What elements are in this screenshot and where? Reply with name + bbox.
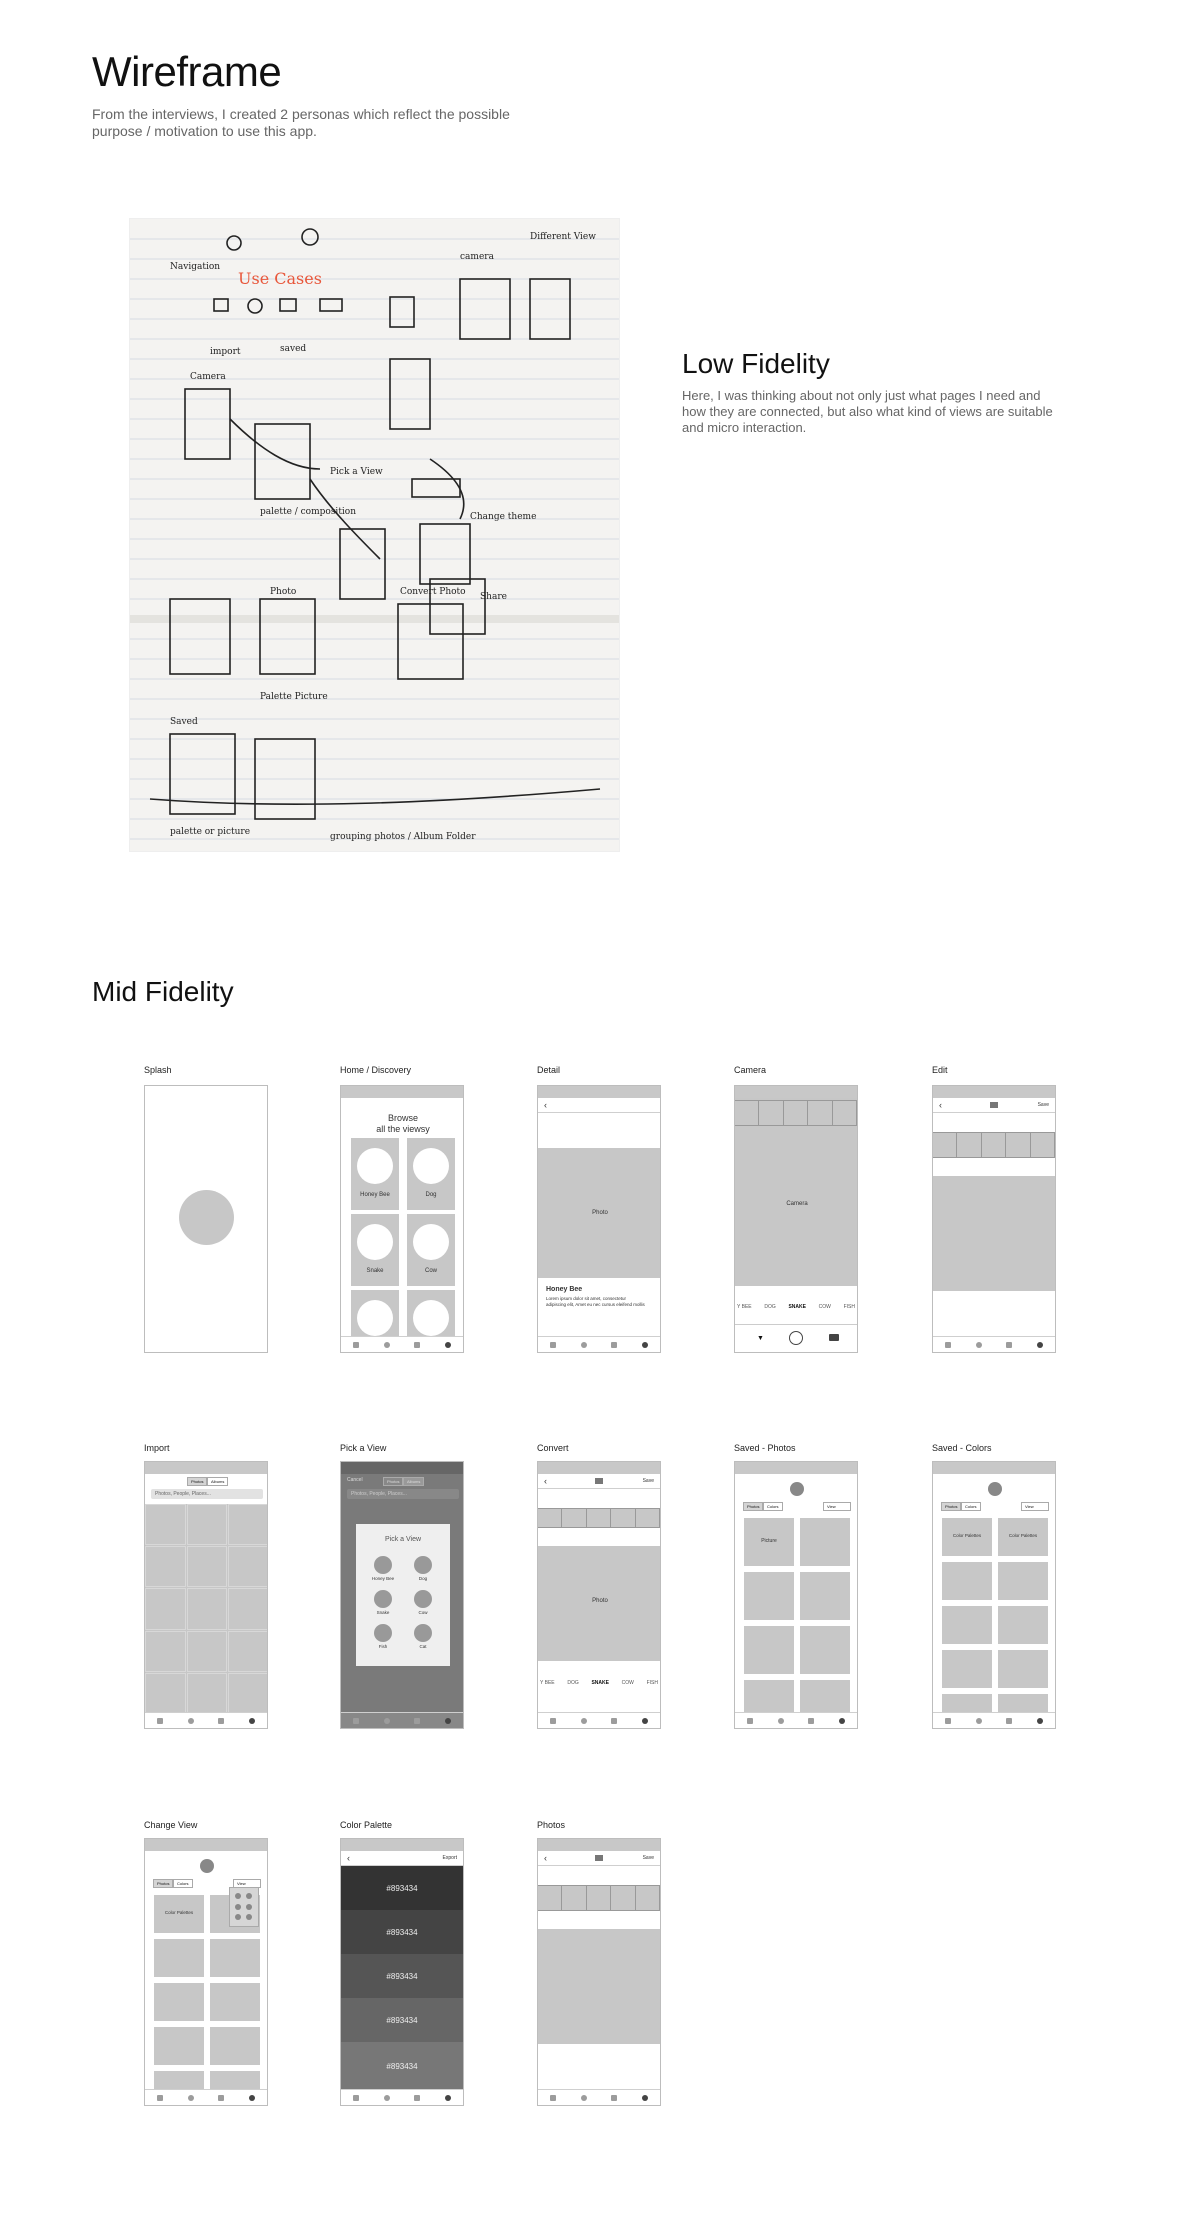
screen-pick-view: Cancel Photos Albums Photos, People, Places... Pick a View Honey Bee Dog Snake Cow Fish Cat — [340, 1461, 464, 1729]
convert-photo: Photo — [538, 1546, 661, 1661]
screen-color-palette — [340, 1838, 464, 2106]
swatch[interactable]: #893434 — [341, 1866, 463, 1910]
label-saved-photos: Saved - Photos — [734, 1443, 796, 1453]
swatch[interactable]: #893434 — [341, 2042, 463, 2091]
screen-splash — [144, 1085, 268, 1353]
svg-text:Photo: Photo — [270, 587, 297, 597]
avatar[interactable] — [790, 1482, 804, 1496]
label-edit: Edit — [932, 1065, 948, 1075]
save-button[interactable]: Save — [1037, 1102, 1049, 1108]
svg-text:Camera: Camera — [190, 372, 226, 382]
photos-canvas — [538, 1929, 661, 2044]
back-icon[interactable]: ‹ — [544, 1100, 547, 1110]
edit-filter-strip[interactable] — [933, 1132, 1055, 1158]
label-photos: Photos — [537, 1820, 566, 1830]
label-saved-colors: Saved - Colors — [932, 1443, 992, 1453]
detail-name: Honey Bee — [546, 1286, 583, 1293]
page-title: Wireframe — [92, 48, 282, 95]
view-dropdown[interactable]: View — [233, 1879, 261, 1888]
back-icon[interactable]: ‹ — [544, 1476, 547, 1486]
svg-text:Change theme: Change theme — [470, 512, 537, 522]
screen-import — [144, 1461, 268, 1729]
sketch-note: palette or picture — [170, 827, 251, 837]
tab-albums[interactable]: Albums — [207, 1477, 228, 1486]
view-dropdown[interactable]: View — [1021, 1502, 1049, 1511]
screen-home — [340, 1085, 464, 1353]
sketch-drawing — [130, 219, 620, 852]
home-heading: Browse — [387, 1113, 418, 1123]
label-color-palette: Color Palette — [340, 1820, 393, 1830]
screen-convert — [537, 1461, 661, 1729]
label-pick: Pick a View — [340, 1443, 387, 1453]
swatch[interactable]: #893434 — [341, 1998, 463, 2042]
svg-text:import: import — [210, 347, 241, 357]
convert-strip[interactable] — [538, 1508, 660, 1528]
detail-photo: Photo — [538, 1148, 661, 1278]
low-fidelity-sketch — [129, 218, 620, 852]
back-icon[interactable]: ‹ — [544, 1853, 547, 1863]
screen-saved-photos: Photos Colors View Picture — [734, 1461, 858, 1729]
photo-grid[interactable] — [145, 1504, 268, 1714]
svg-text:camera: camera — [460, 252, 494, 262]
svg-text:grouping photos / Album Folder: grouping photos / Album Folder — [330, 832, 476, 842]
label-splash: Splash — [144, 1065, 172, 1075]
svg-text:Different View: Different View — [530, 232, 596, 242]
category-row[interactable]: Y BEE DOG SNAKE COW FISH — [540, 1680, 658, 1686]
label-import: Import — [144, 1443, 170, 1453]
cancel-button[interactable]: Cancel — [347, 1477, 363, 1483]
label-convert: Convert — [537, 1443, 569, 1453]
avatar[interactable] — [988, 1482, 1002, 1496]
screen-photos — [537, 1838, 661, 2106]
bottom-nav[interactable] — [341, 1336, 463, 1352]
camera-filter-strip[interactable] — [735, 1100, 857, 1126]
card-honey-bee[interactable]: Honey Bee — [351, 1138, 399, 1210]
sketch-use-cases: Use Cases — [238, 269, 322, 288]
svg-text:Palette Picture: Palette Picture — [260, 692, 328, 702]
svg-text:Convert Photo: Convert Photo — [400, 587, 466, 597]
card-dog[interactable]: Dog — [407, 1138, 455, 1210]
save-button[interactable]: Save — [642, 1855, 654, 1861]
label-home: Home / Discovery — [340, 1065, 412, 1075]
screen-change-view: Photos Colors View Color Palettes — [144, 1838, 268, 2106]
card-cow[interactable]: Cow — [407, 1214, 455, 1286]
svg-text:Saved: Saved — [170, 717, 198, 727]
back-icon[interactable]: ‹ — [939, 1100, 942, 1110]
label-camera: Camera — [734, 1065, 767, 1075]
save-button[interactable]: Save — [642, 1478, 654, 1484]
screen-detail — [537, 1085, 661, 1353]
tab-photos[interactable]: Photos — [187, 1477, 207, 1486]
camera-switch-icon[interactable] — [829, 1334, 839, 1341]
svg-text:palette / composition: palette / composition — [260, 507, 357, 517]
pick-view-modal: Pick a View Honey Bee Dog Snake Cow Fish Cat — [356, 1524, 450, 1666]
low-fidelity-title: Low Fidelity — [682, 348, 830, 379]
svg-text:Share: Share — [480, 592, 507, 602]
export-button[interactable]: Export — [442, 1855, 457, 1861]
view-options-popover[interactable] — [229, 1887, 259, 1927]
detail-body: Lorem ipsum dolor sit amet, consectetur adipiscing elit, Amet eu nec cursus eleifend mollis — [546, 1296, 645, 1307]
screen-camera — [734, 1085, 858, 1353]
card-snake[interactable]: Snake — [351, 1214, 399, 1286]
home-heading-2: all the viewsy — [376, 1124, 430, 1134]
status-bar — [341, 1086, 463, 1098]
edit-canvas — [933, 1176, 1056, 1291]
swatch[interactable]: #893434 — [341, 1954, 463, 1998]
flash-icon[interactable]: ▼ — [757, 1335, 764, 1342]
camera-controls — [735, 1324, 858, 1352]
compare-icon[interactable] — [990, 1102, 998, 1108]
label-change-view: Change View — [144, 1820, 198, 1830]
avatar[interactable] — [200, 1859, 214, 1873]
page-subtitle: From the interviews, I created 2 personas which reflect the possible purpose / motivation to use this app. — [92, 106, 510, 139]
back-icon[interactable]: ‹ — [347, 1853, 350, 1863]
camera-viewfinder: Camera — [735, 1126, 858, 1286]
screen-saved-colors: Photos Colors View Color Palettes Color Palettes — [932, 1461, 1056, 1729]
svg-text:Pick a View: Pick a View — [330, 467, 383, 477]
svg-text:saved: saved — [280, 344, 307, 354]
splash-logo — [179, 1190, 234, 1245]
mid-fidelity-title: Mid Fidelity — [92, 976, 234, 1007]
view-dropdown[interactable]: View — [823, 1502, 851, 1511]
swatch[interactable]: #893434 — [341, 1910, 463, 1954]
shutter-button[interactable] — [789, 1331, 803, 1345]
screen-edit — [932, 1085, 1056, 1353]
category-row[interactable]: Y BEE DOG SNAKE COW FISH — [737, 1304, 855, 1310]
search-input[interactable]: Photos, People, Places... — [151, 1489, 263, 1499]
label-detail: Detail — [537, 1065, 561, 1075]
photos-strip[interactable] — [538, 1885, 660, 1911]
low-fidelity-description: Here, I was thinking about not only just what pages I need and how they are connected, but also what kind of views are suitable and micro interaction. — [682, 388, 1053, 435]
svg-text:Navigation: Navigation — [170, 262, 221, 272]
